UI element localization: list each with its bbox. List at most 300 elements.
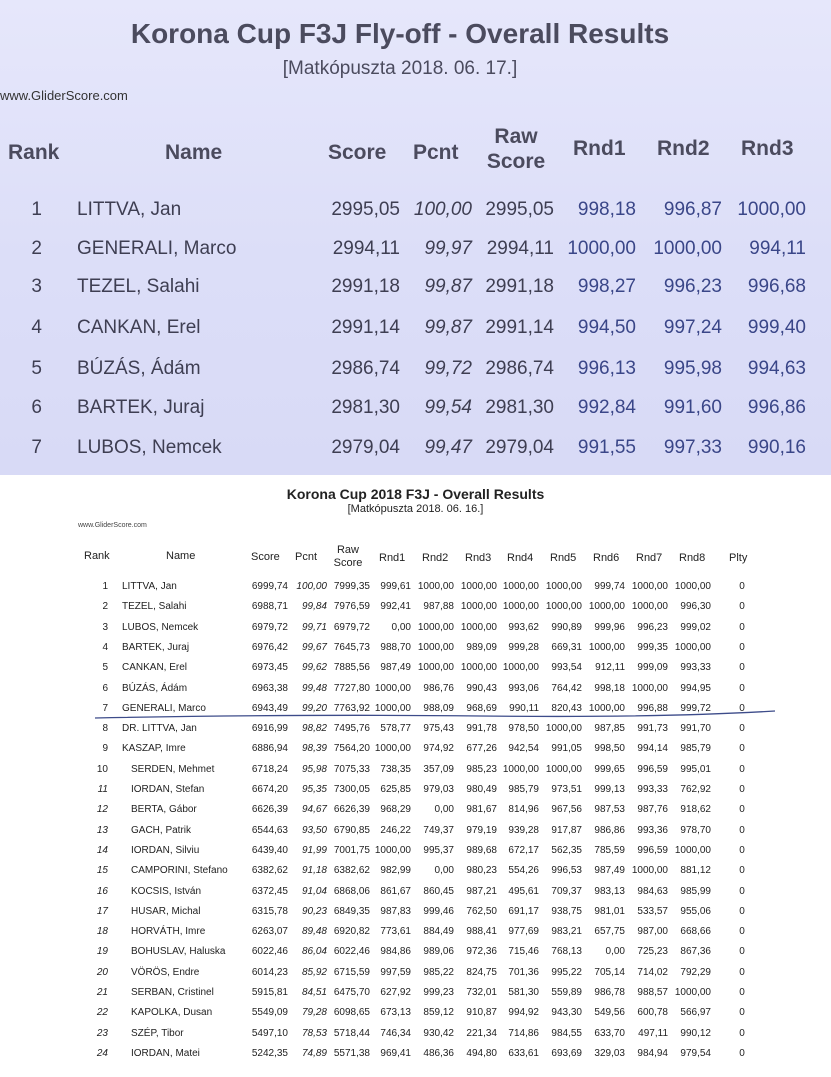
overall-round-1-score: 673,13 xyxy=(380,1007,411,1018)
overall-round-8-score: 990,12 xyxy=(680,1028,711,1039)
overall-pilot-name: GENERALI, Marco xyxy=(122,703,206,714)
overall-round-4-score: 978,50 xyxy=(508,723,539,734)
overall-round-3-score: 985,23 xyxy=(466,764,497,775)
overall-score: 6014,23 xyxy=(251,967,288,978)
flyoff-round-3-score: 999,40 xyxy=(747,317,806,338)
overall-penalty: 0 xyxy=(739,967,745,978)
overall-round-2-score: 974,92 xyxy=(423,743,454,754)
overall-round-4-score: 1000,00 xyxy=(502,662,539,673)
flyoff-pilot-name: GENERALI, Marco xyxy=(77,238,237,259)
overall-round-5-score: 820,43 xyxy=(551,703,582,714)
overall-round-7-score: 987,76 xyxy=(637,804,668,815)
flyoff-header-rnd1: Rnd1 xyxy=(573,137,626,160)
flyoff-pcnt: 99,87 xyxy=(424,317,472,338)
overall-raw-score: 7885,56 xyxy=(333,662,370,673)
overall-pilot-name: KASZAP, Imre xyxy=(122,743,186,754)
overall-round-3-score: 1000,00 xyxy=(460,662,497,673)
overall-score: 6372,45 xyxy=(251,886,288,897)
overall-round-4-score: 993,62 xyxy=(508,622,539,633)
overall-penalty: 0 xyxy=(739,764,745,775)
flyoff-header-raw-score: Score xyxy=(486,150,546,173)
overall-round-4-score: 999,28 xyxy=(508,642,539,653)
overall-round-1-score: 1000,00 xyxy=(374,703,411,714)
overall-score: 6544,63 xyxy=(251,825,288,836)
overall-round-5-score: 559,89 xyxy=(551,987,582,998)
overall-penalty: 0 xyxy=(739,703,745,714)
overall-round-5-score: 768,13 xyxy=(551,946,582,957)
overall-round-5-score: 669,31 xyxy=(551,642,582,653)
overall-pcnt: 85,92 xyxy=(301,967,327,978)
overall-round-6-score: 999,96 xyxy=(594,622,625,633)
overall-header-rnd5: Rnd5 xyxy=(550,552,577,564)
overall-score: 6963,38 xyxy=(251,683,288,694)
overall-round-3-score: 968,69 xyxy=(466,703,497,714)
overall-round-4-score: 939,28 xyxy=(508,825,539,836)
flyoff-header-score: Score xyxy=(328,141,387,164)
overall-round-1-score: 1000,00 xyxy=(374,743,411,754)
overall-rank: 19 xyxy=(96,946,108,957)
flyoff-header-rnd2: Rnd2 xyxy=(657,137,710,160)
overall-score: 6626,39 xyxy=(251,804,288,815)
overall-header-rnd1: Rnd1 xyxy=(379,552,406,564)
flyoff-pilot-name: BARTEK, Juraj xyxy=(77,397,205,418)
overall-round-5-score: 1000,00 xyxy=(545,581,582,592)
overall-round-3-score: 1000,00 xyxy=(460,601,497,612)
overall-penalty: 0 xyxy=(739,723,745,734)
overall-round-2-score: 884,49 xyxy=(423,926,454,937)
overall-pcnt: 78,53 xyxy=(301,1028,327,1039)
overall-round-6-score: 633,70 xyxy=(594,1028,625,1039)
overall-raw-score: 6920,82 xyxy=(333,926,370,937)
overall-score: 6263,07 xyxy=(251,926,288,937)
overall-header-rnd3: Rnd3 xyxy=(465,552,492,564)
overall-pcnt: 99,62 xyxy=(301,662,327,673)
overall-round-4-score: 977,69 xyxy=(508,926,539,937)
overall-round-5-score: 996,53 xyxy=(551,865,582,876)
overall-penalty: 0 xyxy=(739,622,745,633)
overall-raw-score: 7727,80 xyxy=(333,683,370,694)
flyoff-round-3-score: 994,11 xyxy=(749,238,806,259)
flyoff-round-3-score: 996,68 xyxy=(747,276,806,297)
overall-pcnt: 99,67 xyxy=(301,642,327,653)
overall-round-2-score: 989,06 xyxy=(423,946,454,957)
overall-pilot-name: KAPOLKA, Dusan xyxy=(131,1007,213,1018)
overall-rank: 2 xyxy=(102,601,108,612)
overall-rank: 14 xyxy=(96,845,108,856)
overall-round-6-score: 657,75 xyxy=(594,926,625,937)
overall-round-2-score: 0,00 xyxy=(434,804,454,815)
overall-penalty: 0 xyxy=(739,1028,745,1039)
overall-round-1-score: 773,61 xyxy=(380,926,411,937)
overall-score: 6999,74 xyxy=(251,581,288,592)
overall-round-8-score: 918,62 xyxy=(680,804,711,815)
overall-round-4-score: 714,86 xyxy=(508,1028,539,1039)
overall-round-7-score: 1000,00 xyxy=(631,601,668,612)
overall-subtitle: [Matkópuszta 2018. 06. 16.] xyxy=(347,503,484,515)
overall-pcnt: 99,48 xyxy=(301,683,327,694)
flyoff-table-row xyxy=(0,276,831,310)
overall-raw-score: 6868,06 xyxy=(333,886,370,897)
overall-raw-score: 7999,35 xyxy=(333,581,370,592)
overall-pilot-name: CANKAN, Erel xyxy=(122,662,188,673)
overall-rank: 11 xyxy=(97,784,108,795)
overall-rank: 3 xyxy=(102,622,108,633)
overall-round-3-score: 988,41 xyxy=(466,926,497,937)
overall-round-7-score: 993,36 xyxy=(637,825,668,836)
flyoff-cut-line xyxy=(0,476,831,1077)
overall-round-6-score: 1000,00 xyxy=(588,642,625,653)
flyoff-pilot-name: BÚZÁS, Ádám xyxy=(77,358,201,379)
overall-round-3-score: 762,50 xyxy=(466,906,497,917)
overall-raw-score: 6626,39 xyxy=(333,804,370,815)
overall-pcnt: 91,04 xyxy=(301,886,327,897)
overall-round-2-score: 999,23 xyxy=(423,987,454,998)
flyoff-table-row xyxy=(0,437,831,471)
overall-round-6-score: 0,00 xyxy=(605,946,625,957)
overall-score: 6315,78 xyxy=(251,906,288,917)
flyoff-raw-score: 2981,30 xyxy=(485,397,554,418)
overall-pilot-name: BÚZÁS, Ádám xyxy=(122,683,188,694)
overall-rank: 16 xyxy=(96,886,108,897)
overall-raw-score: 5718,44 xyxy=(333,1028,370,1039)
overall-pilot-name: IORDAN, Matei xyxy=(131,1048,200,1059)
flyoff-pilot-name: TEZEL, Salahi xyxy=(77,276,200,297)
overall-raw-score: 6715,59 xyxy=(333,967,370,978)
overall-round-3-score: 677,26 xyxy=(466,743,497,754)
overall-round-8-score: 978,70 xyxy=(680,825,711,836)
overall-round-6-score: 785,59 xyxy=(594,845,625,856)
overall-round-1-score: 999,61 xyxy=(380,581,411,592)
overall-round-3-score: 980,49 xyxy=(466,784,497,795)
overall-round-8-score: 979,54 xyxy=(680,1048,711,1059)
overall-round-6-score: 999,65 xyxy=(594,764,625,775)
flyoff-table-row xyxy=(0,317,831,351)
overall-round-2-score: 357,09 xyxy=(423,764,454,775)
overall-round-8-score: 867,36 xyxy=(680,946,711,957)
overall-round-7-score: 999,35 xyxy=(637,642,668,653)
overall-round-5-score: 1000,00 xyxy=(545,601,582,612)
overall-round-6-score: 705,14 xyxy=(594,967,625,978)
overall-rank: 24 xyxy=(96,1048,108,1059)
overall-penalty: 0 xyxy=(739,926,745,937)
overall-round-7-score: 999,09 xyxy=(637,662,668,673)
flyoff-table-row xyxy=(0,199,831,233)
flyoff-score: 2991,18 xyxy=(331,276,400,297)
overall-round-1-score: 627,92 xyxy=(380,987,411,998)
flyoff-round-2-score: 997,24 xyxy=(663,317,722,338)
overall-score: 5549,09 xyxy=(251,1007,288,1018)
overall-round-8-score: 985,99 xyxy=(680,886,711,897)
overall-round-3-score: 990,43 xyxy=(466,683,497,694)
overall-raw-score: 7001,75 xyxy=(333,845,370,856)
flyoff-pcnt: 100,00 xyxy=(413,199,472,220)
overall-penalty: 0 xyxy=(739,906,745,917)
overall-score: 6979,72 xyxy=(251,622,288,633)
overall-score: 6439,40 xyxy=(251,845,288,856)
overall-round-2-score: 1000,00 xyxy=(417,581,454,592)
overall-score: 6943,49 xyxy=(251,703,288,714)
overall-round-5-score: 764,42 xyxy=(551,683,582,694)
flyoff-header-pcnt: Pcnt xyxy=(413,141,459,164)
overall-round-8-score: 995,01 xyxy=(680,764,711,775)
overall-header-name: Name xyxy=(166,550,196,562)
overall-pilot-name: IORDAN, Silviu xyxy=(131,845,200,856)
overall-score: 5915,81 xyxy=(251,987,288,998)
overall-raw-score: 7495,76 xyxy=(333,723,370,734)
overall-raw-score: 6475,70 xyxy=(333,987,370,998)
overall-round-7-score: 725,23 xyxy=(637,946,668,957)
overall-pcnt: 86,04 xyxy=(301,946,327,957)
overall-round-8-score: 985,79 xyxy=(680,743,711,754)
overall-penalty: 0 xyxy=(739,743,745,754)
flyoff-rank: 5 xyxy=(31,358,42,379)
flyoff-header-raw: Raw xyxy=(494,125,538,148)
overall-header-plty: Plty xyxy=(729,552,748,564)
overall-round-4-score: 993,06 xyxy=(508,683,539,694)
flyoff-pcnt: 99,72 xyxy=(424,358,472,379)
overall-round-1-score: 992,41 xyxy=(380,601,411,612)
overall-round-3-score: 1000,00 xyxy=(460,622,497,633)
flyoff-subtitle: [Matkópuszta 2018. 06. 17.] xyxy=(282,58,518,79)
flyoff-score: 2994,11 xyxy=(332,238,400,259)
overall-site-link: www.GliderScore.com xyxy=(78,522,147,529)
overall-pilot-name: LITTVA, Jan xyxy=(122,581,177,592)
overall-header-raw: Raw xyxy=(336,544,359,556)
flyoff-title: Korona Cup F3J Fly-off - Overall Results xyxy=(130,18,670,49)
overall-round-6-score: 549,56 xyxy=(594,1007,625,1018)
flyoff-rank: 4 xyxy=(31,317,42,338)
overall-pcnt: 99,20 xyxy=(301,703,327,714)
overall-round-7-score: 1000,00 xyxy=(631,581,668,592)
overall-raw-score: 7300,05 xyxy=(333,784,370,795)
overall-score: 6022,46 xyxy=(251,946,288,957)
overall-raw-score: 6022,46 xyxy=(333,946,370,957)
overall-round-4-score: 942,54 xyxy=(508,743,539,754)
flyoff-round-1-score: 996,13 xyxy=(577,358,636,379)
overall-raw-score: 6098,65 xyxy=(333,1007,370,1018)
flyoff-score: 2991,14 xyxy=(331,317,400,338)
overall-rank: 17 xyxy=(96,906,108,917)
overall-round-7-score: 714,02 xyxy=(637,967,668,978)
overall-score: 6973,45 xyxy=(251,662,288,673)
overall-title: Korona Cup 2018 F3J - Overall Results xyxy=(286,486,545,502)
overall-round-5-score: 709,37 xyxy=(551,886,582,897)
overall-round-5-score: 995,22 xyxy=(551,967,582,978)
overall-round-2-score: 860,45 xyxy=(423,886,454,897)
flyoff-score: 2981,30 xyxy=(331,397,400,418)
overall-round-6-score: 986,78 xyxy=(594,987,625,998)
flyoff-raw-score: 2995,05 xyxy=(485,199,554,220)
overall-pcnt: 84,51 xyxy=(301,987,327,998)
overall-round-2-score: 988,09 xyxy=(423,703,454,714)
overall-pcnt: 89,48 xyxy=(301,926,327,937)
overall-round-3-score: 987,21 xyxy=(466,886,497,897)
overall-round-4-score: 994,92 xyxy=(508,1007,539,1018)
overall-rank: 20 xyxy=(96,967,108,978)
overall-round-1-score: 997,59 xyxy=(380,967,411,978)
flyoff-round-1-score: 994,50 xyxy=(577,317,636,338)
overall-round-4-score: 672,17 xyxy=(508,845,539,856)
flyoff-round-1-score: 991,55 xyxy=(577,437,636,458)
overall-penalty: 0 xyxy=(739,886,745,897)
overall-rank: 21 xyxy=(96,987,108,998)
overall-round-8-score: 1000,00 xyxy=(674,987,711,998)
overall-raw-score: 6849,35 xyxy=(333,906,370,917)
overall-round-6-score: 987,49 xyxy=(594,865,625,876)
overall-penalty: 0 xyxy=(739,601,745,612)
flyoff-round-2-score: 1000,00 xyxy=(653,238,722,259)
flyoff-score: 2986,74 xyxy=(331,358,400,379)
overall-pilot-name: HORVÁTH, Imre xyxy=(131,926,206,937)
flyoff-round-2-score: 996,87 xyxy=(663,199,722,220)
overall-results-sheet xyxy=(0,476,831,1077)
overall-round-2-score: 1000,00 xyxy=(417,642,454,653)
overall-round-4-score: 581,30 xyxy=(508,987,539,998)
overall-round-7-score: 533,57 xyxy=(637,906,668,917)
overall-pcnt: 91,18 xyxy=(301,865,327,876)
flyoff-pilot-name: LUBOS, Nemcek xyxy=(77,437,222,458)
flyoff-pilot-name: LITTVA, Jan xyxy=(77,199,182,220)
overall-pilot-name: BARTEK, Juraj xyxy=(122,642,190,653)
overall-pcnt: 79,28 xyxy=(301,1007,327,1018)
flyoff-table-row xyxy=(0,358,831,392)
overall-round-3-score: 981,67 xyxy=(466,804,497,815)
overall-rank: 7 xyxy=(102,703,108,714)
overall-round-8-score: 881,12 xyxy=(680,865,711,876)
overall-header-rnd7: Rnd7 xyxy=(636,552,663,564)
overall-rank: 18 xyxy=(96,926,108,937)
overall-round-7-score: 991,73 xyxy=(637,723,668,734)
flyoff-round-2-score: 991,60 xyxy=(663,397,722,418)
overall-round-4-score: 985,79 xyxy=(508,784,539,795)
overall-penalty: 0 xyxy=(739,946,745,957)
overall-header-rnd2: Rnd2 xyxy=(422,552,449,564)
overall-header-rnd4: Rnd4 xyxy=(507,552,534,564)
flyoff-round-1-score: 998,18 xyxy=(577,199,636,220)
overall-round-4-score: 495,61 xyxy=(508,886,539,897)
overall-round-5-score: 991,05 xyxy=(551,743,582,754)
overall-round-2-score: 987,88 xyxy=(423,601,454,612)
overall-raw-score: 5571,38 xyxy=(333,1048,370,1059)
overall-raw-score: 6382,62 xyxy=(333,865,370,876)
overall-raw-score: 7075,33 xyxy=(333,764,370,775)
overall-round-3-score: 989,09 xyxy=(466,642,497,653)
flyoff-pcnt: 99,47 xyxy=(424,437,472,458)
overall-penalty: 0 xyxy=(739,662,745,673)
overall-round-6-score: 912,11 xyxy=(595,662,625,673)
overall-pcnt: 98,82 xyxy=(301,723,327,734)
overall-penalty: 0 xyxy=(739,987,745,998)
overall-rank: 9 xyxy=(102,743,108,754)
overall-round-8-score: 955,06 xyxy=(680,906,711,917)
overall-pcnt: 94,67 xyxy=(301,804,327,815)
overall-round-2-score: 1000,00 xyxy=(417,662,454,673)
overall-round-4-score: 990,11 xyxy=(509,703,539,714)
overall-round-4-score: 1000,00 xyxy=(502,601,539,612)
flyoff-pcnt: 99,54 xyxy=(424,397,472,418)
overall-pilot-name: IORDAN, Stefan xyxy=(131,784,205,795)
overall-round-5-score: 973,51 xyxy=(551,784,582,795)
overall-round-4-score: 814,96 xyxy=(508,804,539,815)
overall-round-2-score: 1000,00 xyxy=(417,622,454,633)
overall-round-1-score: 861,67 xyxy=(380,886,411,897)
overall-penalty: 0 xyxy=(739,845,745,856)
overall-round-5-score: 990,89 xyxy=(551,622,582,633)
overall-round-7-score: 984,63 xyxy=(637,886,668,897)
overall-header-pcnt: Pcnt xyxy=(295,551,318,563)
overall-round-5-score: 938,75 xyxy=(551,906,582,917)
overall-pilot-name: KOCSIS, István xyxy=(131,886,202,897)
overall-pilot-name: HUSAR, Michal xyxy=(131,906,201,917)
overall-round-1-score: 1000,00 xyxy=(374,683,411,694)
overall-round-7-score: 996,23 xyxy=(637,622,668,633)
overall-rank: 1 xyxy=(102,581,108,592)
overall-round-8-score: 566,97 xyxy=(680,1007,711,1018)
overall-penalty: 0 xyxy=(739,1048,745,1059)
overall-rank: 15 xyxy=(96,865,108,876)
overall-round-8-score: 762,92 xyxy=(680,784,711,795)
overall-round-3-score: 824,75 xyxy=(466,967,497,978)
overall-round-8-score: 792,29 xyxy=(680,967,711,978)
overall-header-score: Score xyxy=(251,551,280,563)
overall-round-2-score: 0,00 xyxy=(434,865,454,876)
flyoff-score: 2995,05 xyxy=(331,199,400,220)
overall-round-5-score: 993,54 xyxy=(551,662,582,673)
flyoff-round-2-score: 995,98 xyxy=(663,358,722,379)
flyoff-pcnt: 99,97 xyxy=(424,238,472,259)
overall-round-7-score: 994,14 xyxy=(637,743,668,754)
overall-raw-score: 6790,85 xyxy=(333,825,370,836)
overall-rank: 22 xyxy=(96,1007,108,1018)
overall-round-1-score: 625,85 xyxy=(380,784,411,795)
overall-round-6-score: 983,13 xyxy=(594,886,625,897)
overall-round-1-score: 1000,00 xyxy=(374,845,411,856)
overall-round-7-score: 1000,00 xyxy=(631,865,668,876)
flyoff-raw-score: 2994,11 xyxy=(486,238,554,259)
flyoff-raw-score: 2979,04 xyxy=(485,437,554,458)
flyoff-table-row xyxy=(0,397,831,431)
overall-round-4-score: 691,17 xyxy=(508,906,539,917)
overall-round-8-score: 1000,00 xyxy=(674,581,711,592)
overall-round-4-score: 701,36 xyxy=(508,967,539,978)
overall-round-8-score: 991,70 xyxy=(680,723,711,734)
overall-round-1-score: 738,35 xyxy=(380,764,411,775)
overall-round-5-score: 984,55 xyxy=(551,1028,582,1039)
overall-pilot-name: SZÉP, Tibor xyxy=(131,1028,184,1039)
flyoff-round-2-score: 997,33 xyxy=(663,437,722,458)
overall-round-3-score: 494,80 xyxy=(466,1048,497,1059)
overall-pcnt: 91,99 xyxy=(301,845,327,856)
overall-round-5-score: 983,21 xyxy=(551,926,582,937)
overall-score: 6718,24 xyxy=(251,764,288,775)
overall-pilot-name: DR. LITTVA, Jan xyxy=(122,723,197,734)
overall-round-7-score: 996,59 xyxy=(637,845,668,856)
overall-pcnt: 100,00 xyxy=(296,581,327,592)
overall-round-3-score: 979,19 xyxy=(466,825,497,836)
overall-round-6-score: 1000,00 xyxy=(588,601,625,612)
overall-round-6-score: 981,01 xyxy=(594,906,625,917)
overall-round-8-score: 668,66 xyxy=(680,926,711,937)
flyoff-rank: 2 xyxy=(31,238,42,259)
overall-round-7-score: 996,88 xyxy=(637,703,668,714)
overall-round-1-score: 968,29 xyxy=(380,804,411,815)
flyoff-round-3-score: 996,86 xyxy=(747,397,806,418)
overall-round-7-score: 1000,00 xyxy=(631,683,668,694)
overall-round-8-score: 999,02 xyxy=(680,622,711,633)
overall-round-1-score: 987,49 xyxy=(380,662,411,673)
overall-pilot-name: SERBAN, Cristinel xyxy=(131,987,214,998)
overall-round-7-score: 996,59 xyxy=(637,764,668,775)
